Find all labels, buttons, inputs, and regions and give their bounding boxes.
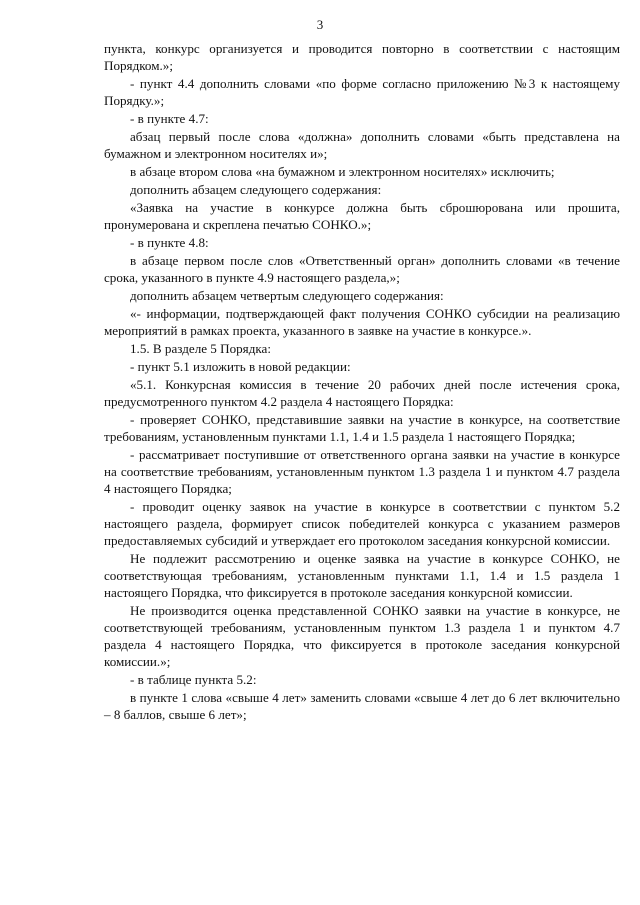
paragraph: «5.1. Конкурсная комиссия в течение 20 рабочих дней после истечения срока, предусмотренного пунктом 4.2 раздела 4 настоящего Порядка: [104,377,620,409]
paragraph: - в пункте 4.8: [130,235,209,250]
paragraph: в пункте 1 слова «свыше 4 лет» заменить словами «свыше 4 лет до 6 лет включительно – 8 баллов, свыше 6 лет»; [104,690,620,722]
paragraph: «Заявка на участие в конкурсе должна быть сброшюрована или прошита, пронумерована и скреплена печатью СОНКО.»; [104,200,620,232]
paragraph: - проверяет СОНКО, представившие заявки на участие в конкурсе, на соответствие требованиям, установленным пунктами 1.1, 1.4 и 1.5 раздела 1 настоящего Порядка; [104,412,620,444]
document-body [104,40,620,724]
paragraph: дополнить абзацем следующего содержания: [130,182,382,197]
paragraph: Не подлежит рассмотрению и оценке заявка на участие в конкурсе СОНКО, не соответствующая требованиям, установленным пунктами 1.1, 1.4 и 1.5 раздела 1 настоящего Порядка, что фиксируется в протоколе заседания конкурсной комиссии. [104,551,620,600]
paragraph: в абзаце втором слова «на бумажном и электронном носителях» исключить; [130,164,555,179]
paragraph: - пункт 5.1 изложить в новой редакции: [130,359,351,374]
paragraph: 1.5. В разделе 5 Порядка: [130,341,271,356]
page-number: 3 [316,17,324,32]
paragraph: дополнить абзацем четвертым следующего содержания: [130,288,444,303]
paragraph: Не производится оценка представленной СОНКО заявки на участие в конкурсе, не соответствующей требованиям, установленным пунктом 1.3 раздела 1 и пунктом 4.7 раздела 4 настоящего Порядка, что фиксируется в протоколе заседания конкурсной комиссии.»; [104,603,620,669]
paragraph: - пункт 4.4 дополнить словами «по форме согласно приложению №3 к настоящему Порядку.»; [104,76,620,108]
paragraph: - рассматривает поступившие от ответственного органа заявки на участие в конкурсе на соответствие требованиям, установленным пунктом 1.3 раздела 1 и пунктом 4.7 раздела 4 настоящего Порядка; [104,447,620,496]
paragraph: - в пункте 4.7: [130,111,209,126]
paragraph: абзац первый после слова «должна» дополнить словами «быть представлена на бумажном и электронном носителях и»; [104,129,620,161]
paragraph: «- информации, подтверждающей факт получения СОНКО субсидии на реализацию мероприятий в рамках проекта, указанного в заявке на участие в конкурсе.». [104,306,620,338]
paragraph: - проводит оценку заявок на участие в конкурсе в соответствии с пунктом 5.2 настоящего раздела, формирует список победителей конкурса с указанием размеров предоставляемых субсидий и утверждает его протоколом заседания конкурсной комиссии. [104,499,620,548]
paragraph: в абзаце первом после слов «Ответственный орган» дополнить словами «в течение срока, указанного в пункте 4.9 настоящего раздела,»; [104,253,620,285]
paragraph: - в таблице пункта 5.2: [130,672,257,687]
paragraph: пункта, конкурс организуется и проводится повторно в соответствии с настоящим Порядком.»; [104,41,620,73]
